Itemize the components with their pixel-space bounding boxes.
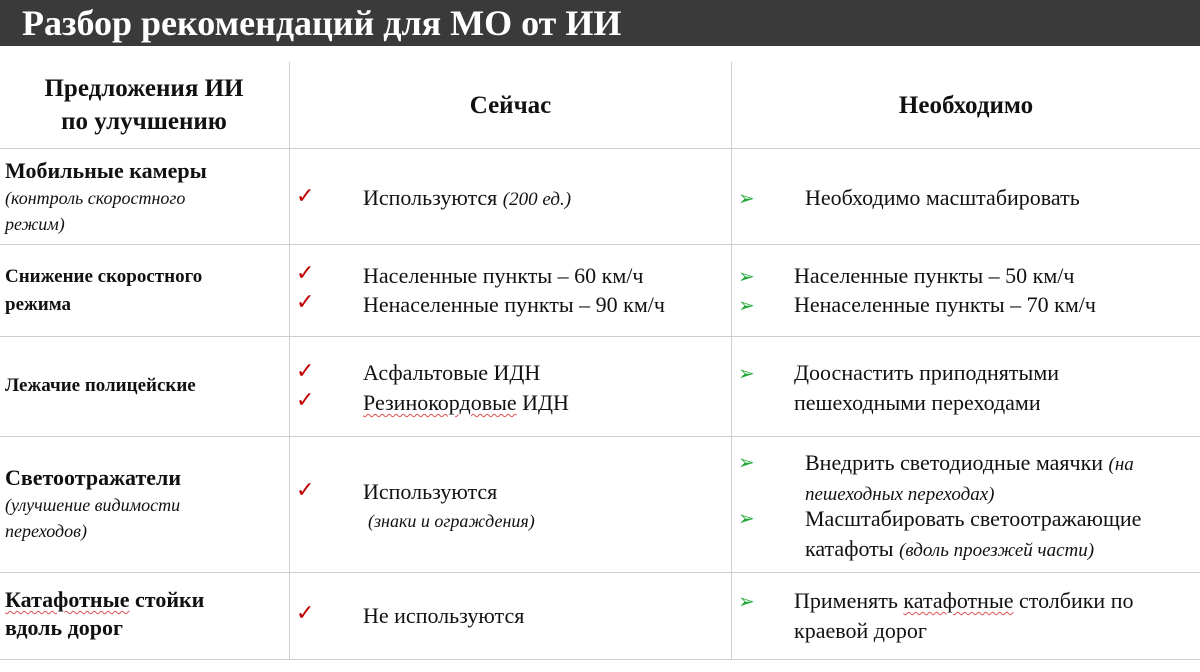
arrow-icon: ➢ xyxy=(738,450,755,474)
now-item: Ненаселенные пункты – 90 км/ч xyxy=(363,292,665,317)
now-item: Асфальтовые ИДН xyxy=(363,360,541,385)
now-item-note: (знаки и ограждения) xyxy=(368,511,535,531)
row-sublabel: переходов) xyxy=(5,521,87,541)
check-icon: ✓ xyxy=(296,261,315,286)
title-bar xyxy=(0,0,1200,46)
row-divider xyxy=(0,659,1200,660)
check-icon: ✓ xyxy=(296,388,315,413)
check-icon: ✓ xyxy=(296,359,315,384)
column-divider xyxy=(289,62,290,660)
header-line: Предложения ИИ xyxy=(44,75,244,102)
row-label: Светоотражатели xyxy=(5,465,182,490)
page-title: Разбор рекомендаций для МО от ИИ xyxy=(22,3,622,43)
column-header-proposals xyxy=(0,72,288,138)
column-header-now: Сейчас xyxy=(469,92,552,119)
row-divider xyxy=(0,336,1200,337)
arrow-icon: ➢ xyxy=(738,361,755,385)
row-sublabel: (контроль скоростного xyxy=(5,188,186,208)
row-label: Катафотные стойки xyxy=(5,587,205,612)
now-item: Используются (200 ед.) xyxy=(363,185,572,210)
now-item: Используются xyxy=(363,479,498,504)
need-item: Дооснастить приподнятыми пешеходными переходами xyxy=(794,360,1060,415)
arrow-icon: ➢ xyxy=(738,293,755,317)
row-divider xyxy=(0,436,1200,437)
row-label: Мобильные камеры xyxy=(5,158,207,183)
check-icon: ✓ xyxy=(296,601,315,626)
row-label: Лежачие полицейские xyxy=(5,375,196,396)
header-line: по улучшению xyxy=(61,108,227,135)
arrow-icon: ➢ xyxy=(738,589,755,613)
arrow-icon: ➢ xyxy=(738,186,755,210)
need-item: Ненаселенные пункты – 70 км/ч xyxy=(794,292,1096,317)
column-header-need: Необходимо xyxy=(898,92,1034,119)
check-icon: ✓ xyxy=(296,290,315,315)
row-label-speed-limit xyxy=(5,263,287,319)
arrow-icon: ➢ xyxy=(738,264,755,288)
row-divider xyxy=(0,244,1200,245)
column-divider xyxy=(731,62,732,660)
row-sublabel: (улучшение видимости xyxy=(5,495,181,515)
row-label: вдоль дорог xyxy=(5,615,124,640)
row-label-reflector-posts xyxy=(5,586,287,642)
need-item: Внедрить светодиодные маячки (на пешеходных переходах) xyxy=(805,450,1134,505)
row-divider xyxy=(0,572,1200,573)
now-item: Населенные пункты – 60 км/ч xyxy=(363,263,644,288)
row-label-mobile-cameras xyxy=(5,157,287,237)
need-item: Населенные пункты – 50 км/ч xyxy=(794,263,1075,288)
check-icon: ✓ xyxy=(296,478,315,503)
arrow-icon: ➢ xyxy=(738,506,755,530)
need-item: Применять катафотные столбики по краевой дорог xyxy=(794,588,1134,643)
need-item: Масштабировать светоотражающие катафоты (вдоль проезжей части) xyxy=(805,506,1142,561)
row-divider xyxy=(0,148,1200,149)
row-label: Снижение скоростного xyxy=(5,266,203,287)
row-label-reflectors xyxy=(5,464,287,544)
now-item: Резинокордовые ИДН xyxy=(363,390,569,415)
check-icon: ✓ xyxy=(296,184,315,209)
now-item: Не используются xyxy=(363,603,525,628)
row-label: режима xyxy=(5,294,72,315)
need-item: Необходимо масштабировать xyxy=(805,185,1080,210)
row-label-speed-bumps xyxy=(5,372,287,400)
row-sublabel: режим) xyxy=(5,214,65,234)
